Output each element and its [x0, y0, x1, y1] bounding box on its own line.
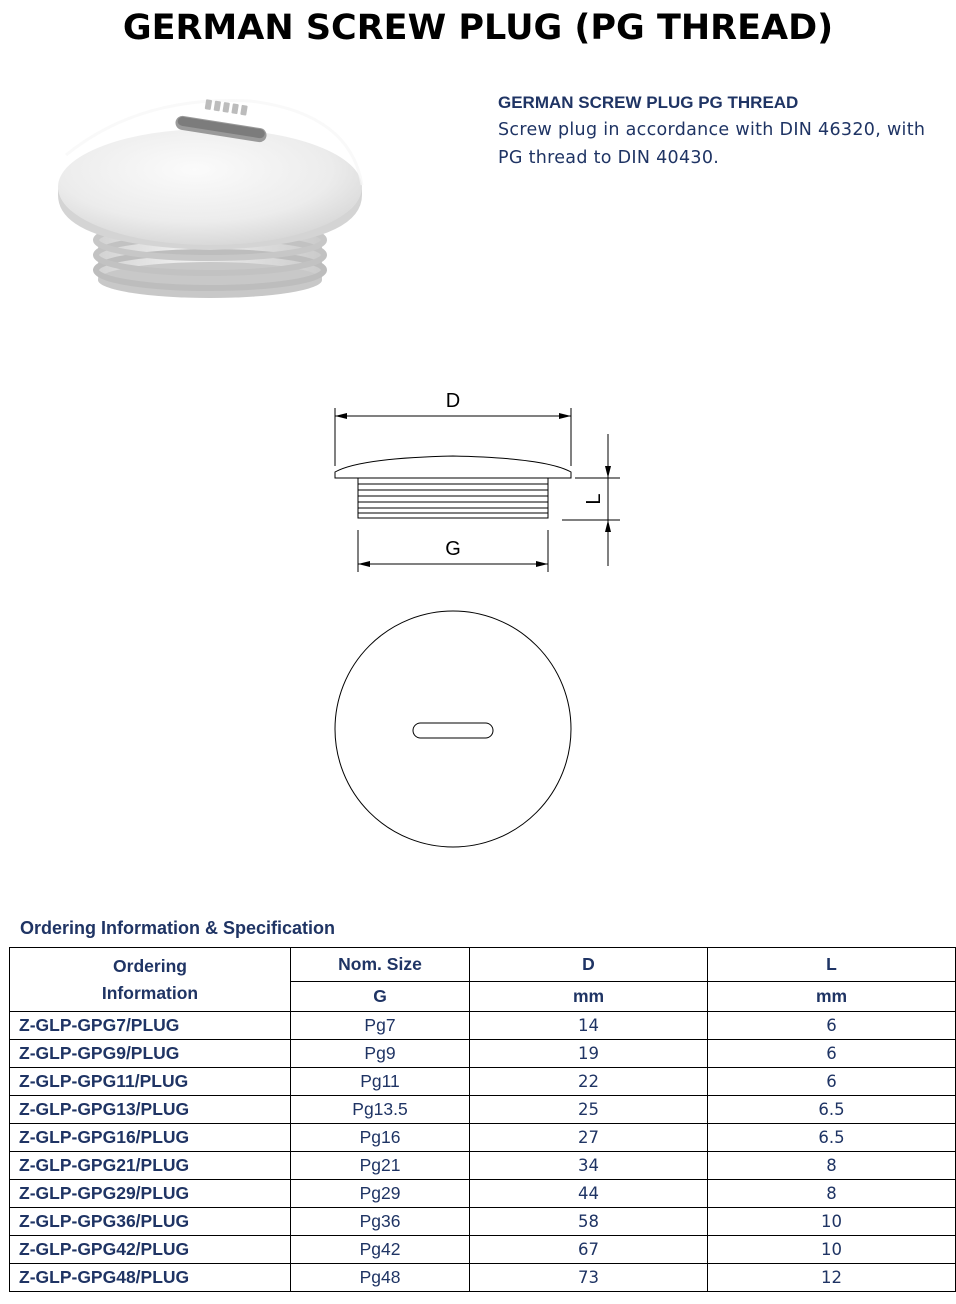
cell-d: 34: [470, 1152, 708, 1180]
table-row: [10, 1264, 956, 1292]
table-row: [10, 1152, 956, 1180]
dimension-label-g: G: [445, 538, 461, 560]
cell-nom-size: Pg36: [291, 1208, 470, 1236]
column-header-l: L: [708, 948, 956, 982]
column-unit-g: G: [291, 982, 470, 1012]
cell-ordering-code: Z-GLP-GPG13/PLUG: [10, 1096, 291, 1124]
cell-ordering-code: Z-GLP-GPG11/PLUG: [10, 1068, 291, 1096]
column-unit-l: mm: [708, 982, 956, 1012]
cell-ordering-code: Z-GLP-GPG7/PLUG: [10, 1012, 291, 1040]
dimension-label-d: D: [445, 390, 461, 412]
cell-l: 10: [708, 1236, 956, 1264]
column-header-nom-size: Nom. Size: [291, 948, 470, 982]
specification-table: [9, 947, 956, 1292]
cell-ordering-code: Z-GLP-GPG42/PLUG: [10, 1236, 291, 1264]
cell-ordering-code: Z-GLP-GPG16/PLUG: [10, 1124, 291, 1152]
cell-nom-size: Pg13.5: [291, 1096, 470, 1124]
cell-nom-size: Pg48: [291, 1264, 470, 1292]
cell-d: 14: [470, 1012, 708, 1040]
product-photo: [50, 95, 370, 310]
column-unit-d: mm: [470, 982, 708, 1012]
technical-drawing: [320, 380, 640, 860]
page-title: GERMAN SCREW PLUG (PG THREAD): [122, 8, 834, 48]
cell-d: 58: [470, 1208, 708, 1236]
cell-l: 10: [708, 1208, 956, 1236]
cell-d: 19: [470, 1040, 708, 1068]
table-row: [10, 1040, 956, 1068]
table-row: [10, 1236, 956, 1264]
cell-l: 8: [708, 1180, 956, 1208]
cell-l: 6.5: [708, 1096, 956, 1124]
dimension-label-l: L: [583, 493, 605, 505]
cell-nom-size: Pg29: [291, 1180, 470, 1208]
cell-d: 25: [470, 1096, 708, 1124]
cell-d: 73: [470, 1264, 708, 1292]
column-header-d: D: [470, 948, 708, 982]
cell-ordering-code: Z-GLP-GPG21/PLUG: [10, 1152, 291, 1180]
cell-nom-size: Pg21: [291, 1152, 470, 1180]
description-body: Screw plug in accordance with DIN 46320, with PG thread to DIN 40430.: [498, 120, 926, 168]
table-row: [10, 1096, 956, 1124]
cell-d: 67: [470, 1236, 708, 1264]
cell-d: 27: [470, 1124, 708, 1152]
cell-l: 6: [708, 1068, 956, 1096]
cell-ordering-code: Z-GLP-GPG29/PLUG: [10, 1180, 291, 1208]
cell-ordering-code: Z-GLP-GPG9/PLUG: [10, 1040, 291, 1068]
cell-l: 6: [708, 1040, 956, 1068]
cell-d: 22: [470, 1068, 708, 1096]
ordering-heading: Ordering Information & Specification: [20, 918, 336, 938]
table-row: [10, 1124, 956, 1152]
table-row: [10, 1012, 956, 1040]
cell-l: 6: [708, 1012, 956, 1040]
product-description: [498, 90, 943, 172]
description-heading: GERMAN SCREW PLUG PG THREAD: [498, 93, 799, 112]
cell-nom-size: Pg7: [291, 1012, 470, 1040]
cell-l: 8: [708, 1152, 956, 1180]
cell-nom-size: Pg16: [291, 1124, 470, 1152]
table-row: [10, 1208, 956, 1236]
table-row: [10, 1180, 956, 1208]
table-row: [10, 1068, 956, 1096]
cell-l: 12: [708, 1264, 956, 1292]
cell-nom-size: Pg9: [291, 1040, 470, 1068]
cell-nom-size: Pg42: [291, 1236, 470, 1264]
cell-nom-size: Pg11: [291, 1068, 470, 1096]
cell-d: 44: [470, 1180, 708, 1208]
column-header-ordering-information: Ordering Information: [10, 948, 291, 1012]
cell-ordering-code: Z-GLP-GPG36/PLUG: [10, 1208, 291, 1236]
cell-ordering-code: Z-GLP-GPG48/PLUG: [10, 1264, 291, 1292]
cell-l: 6.5: [708, 1124, 956, 1152]
